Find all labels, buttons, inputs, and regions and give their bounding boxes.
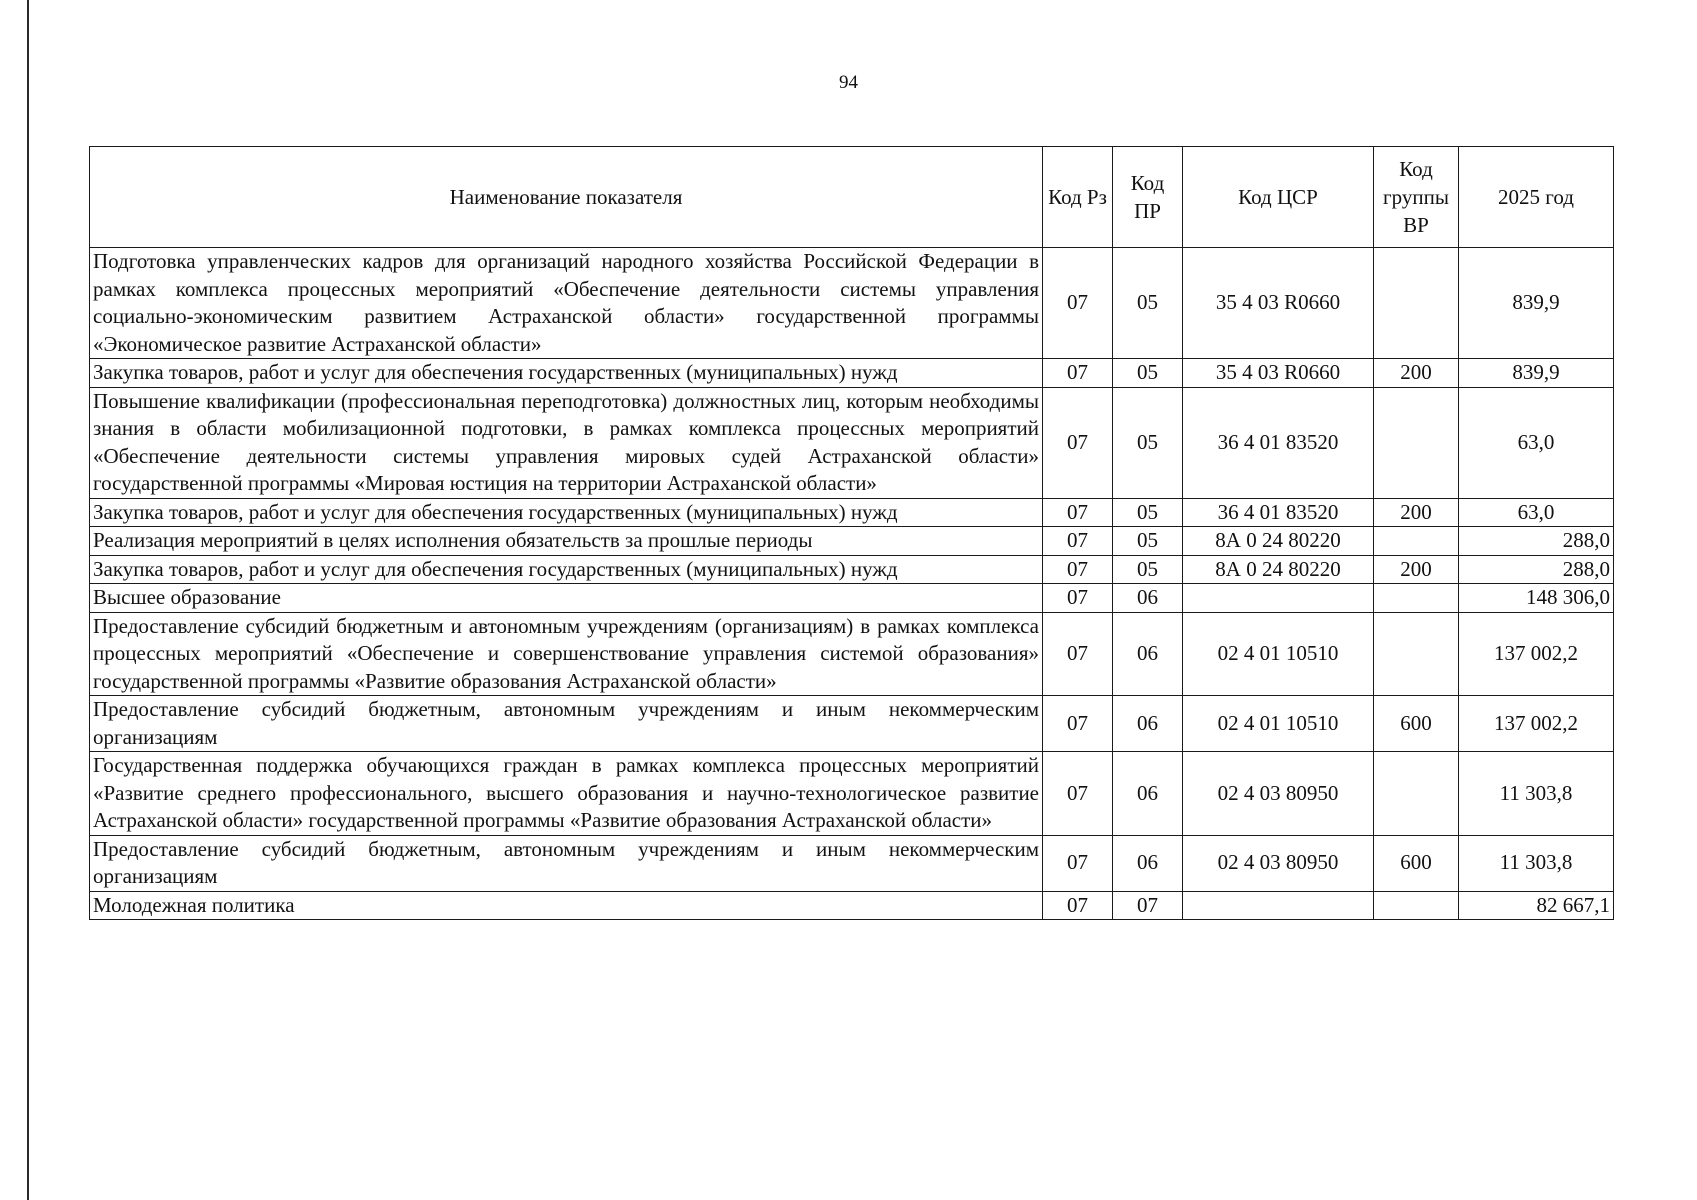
row-rz: 07 (1043, 387, 1113, 498)
scan-edge-line (27, 0, 29, 1200)
row-pr: 05 (1113, 387, 1183, 498)
row-name: Государственная поддержка обучающихся граждан в рамках комплекса процессных мероприятий «Развитие среднего профессионального, высшего образования и научно-технологическое развитие Астраханской области» государственной программы «Развитие образования Астраханской области» (90, 752, 1043, 836)
header-vr: Код группы ВР (1374, 147, 1459, 248)
row-csr (1183, 584, 1374, 613)
row-name: Реализация мероприятий в целях исполнения обязательств за прошлые периоды (90, 527, 1043, 556)
row-name: Подготовка управленческих кадров для организаций народного хозяйства Российской Федерации в рамках комплекса процессных мероприятий «Обеспечение деятельности системы управления социально-экономическим развитием Астраханской области» государственной программы «Экономическое развитие Астраханской области» (90, 248, 1043, 359)
header-year: 2025 год (1459, 147, 1614, 248)
row-csr (1183, 891, 1374, 920)
table-row (90, 696, 1614, 752)
row-rz: 07 (1043, 359, 1113, 388)
row-pr: 06 (1113, 612, 1183, 696)
row-vr (1374, 891, 1459, 920)
row-csr: 8А 0 24 80220 (1183, 527, 1374, 556)
row-rz: 07 (1043, 248, 1113, 359)
row-pr: 05 (1113, 498, 1183, 527)
row-value: 839,9 (1459, 359, 1614, 388)
header-csr: Код ЦСР (1183, 147, 1374, 248)
row-value: 288,0 (1459, 527, 1614, 556)
row-name: Закупка товаров, работ и услуг для обеспечения государственных (муниципальных) нужд (90, 498, 1043, 527)
table-row (90, 891, 1614, 920)
row-value: 288,0 (1459, 555, 1614, 584)
row-name: Закупка товаров, работ и услуг для обеспечения государственных (муниципальных) нужд (90, 359, 1043, 388)
row-value: 148 306,0 (1459, 584, 1614, 613)
row-rz: 07 (1043, 835, 1113, 891)
row-vr (1374, 584, 1459, 613)
row-rz: 07 (1043, 696, 1113, 752)
row-name: Предоставление субсидий бюджетным, автономным учреждениям и иным некоммерческим организациям (90, 696, 1043, 752)
page-number: 94 (839, 72, 858, 93)
row-vr (1374, 527, 1459, 556)
row-vr (1374, 752, 1459, 836)
row-name: Предоставление субсидий бюджетным, автономным учреждениям и иным некоммерческим организациям (90, 835, 1043, 891)
row-pr: 05 (1113, 555, 1183, 584)
row-vr: 600 (1374, 835, 1459, 891)
row-value: 11 303,8 (1459, 835, 1614, 891)
table-row (90, 752, 1614, 836)
row-name: Предоставление субсидий бюджетным и автономным учреждениям (организациям) в рамках комплекса процессных мероприятий «Обеспечение и совершенствование управления системой образования» государственной программы «Развитие образования Астраханской области» (90, 612, 1043, 696)
budget-table (89, 146, 1614, 920)
row-vr (1374, 248, 1459, 359)
row-name: Высшее образование (90, 584, 1043, 613)
row-rz: 07 (1043, 555, 1113, 584)
row-pr: 07 (1113, 891, 1183, 920)
header-name: Наименование показателя (90, 147, 1043, 248)
table-row (90, 555, 1614, 584)
row-value: 82 667,1 (1459, 891, 1614, 920)
row-pr: 06 (1113, 835, 1183, 891)
row-name: Молодежная политика (90, 891, 1043, 920)
row-csr: 35 4 03 R0660 (1183, 248, 1374, 359)
row-pr: 05 (1113, 248, 1183, 359)
row-csr: 8А 0 24 80220 (1183, 555, 1374, 584)
table-row (90, 527, 1614, 556)
table-row (90, 584, 1614, 613)
row-value: 11 303,8 (1459, 752, 1614, 836)
row-pr: 06 (1113, 584, 1183, 613)
row-rz: 07 (1043, 527, 1113, 556)
row-vr: 200 (1374, 359, 1459, 388)
row-value: 63,0 (1459, 387, 1614, 498)
header-rz: Код Рз (1043, 147, 1113, 248)
row-vr (1374, 612, 1459, 696)
header-pr: Код ПР (1113, 147, 1183, 248)
row-rz: 07 (1043, 612, 1113, 696)
row-csr: 02 4 03 80950 (1183, 835, 1374, 891)
row-csr: 02 4 01 10510 (1183, 612, 1374, 696)
row-vr: 200 (1374, 498, 1459, 527)
table-row (90, 387, 1614, 498)
table-row (90, 248, 1614, 359)
row-pr: 05 (1113, 527, 1183, 556)
row-value: 137 002,2 (1459, 696, 1614, 752)
row-value: 839,9 (1459, 248, 1614, 359)
row-pr: 06 (1113, 752, 1183, 836)
row-csr: 36 4 01 83520 (1183, 387, 1374, 498)
header-row (90, 147, 1614, 248)
row-rz: 07 (1043, 752, 1113, 836)
row-csr: 35 4 03 R0660 (1183, 359, 1374, 388)
row-value: 63,0 (1459, 498, 1614, 527)
row-pr: 05 (1113, 359, 1183, 388)
row-value: 137 002,2 (1459, 612, 1614, 696)
row-vr: 200 (1374, 555, 1459, 584)
row-rz: 07 (1043, 498, 1113, 527)
table-row (90, 835, 1614, 891)
row-name: Повышение квалификации (профессиональная переподготовка) должностных лиц, которым необходимы знания в области мобилизационной подготовки, в рамках комплекса процессных мероприятий «Обеспечение деятельности системы управления мировых судей Астраханской области» государственной программы «Мировая юстиция на территории Астраханской области» (90, 387, 1043, 498)
row-vr (1374, 387, 1459, 498)
row-pr: 06 (1113, 696, 1183, 752)
row-vr: 600 (1374, 696, 1459, 752)
table-row (90, 498, 1614, 527)
table-row (90, 359, 1614, 388)
row-csr: 02 4 01 10510 (1183, 696, 1374, 752)
row-rz: 07 (1043, 891, 1113, 920)
row-name: Закупка товаров, работ и услуг для обеспечения государственных (муниципальных) нужд (90, 555, 1043, 584)
table-row (90, 612, 1614, 696)
row-csr: 02 4 03 80950 (1183, 752, 1374, 836)
row-csr: 36 4 01 83520 (1183, 498, 1374, 527)
row-rz: 07 (1043, 584, 1113, 613)
